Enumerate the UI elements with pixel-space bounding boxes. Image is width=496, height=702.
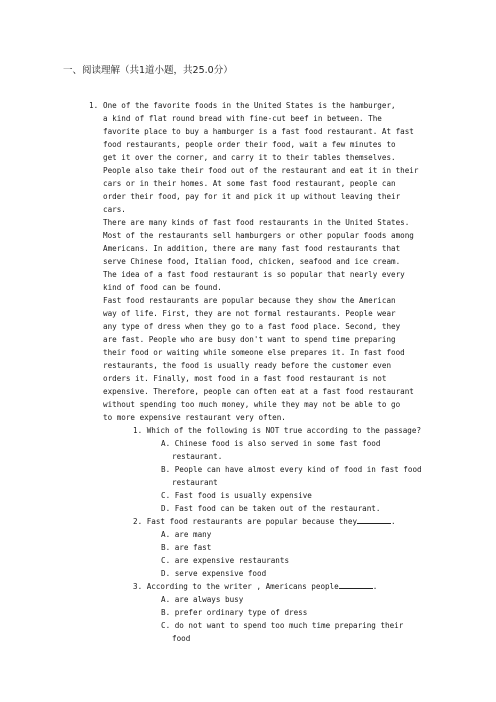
answer-option-c[interactable]: C. do not want to spend too much time preparing their food <box>161 621 404 643</box>
passage-line: get it over the corner, and carry it to their tables themselves. <box>103 153 396 162</box>
passage-line: way of life. First, they are not formal restaurants. People wear <box>103 309 396 318</box>
answer-option-b[interactable]: B. People can have almost every kind of food in fast food restaurant <box>161 465 422 487</box>
answer-option-a[interactable]: A. are many <box>161 530 212 539</box>
answer-option-d[interactable]: D. Fast food can be taken out of the restaurant. <box>161 504 381 513</box>
passage-line: food restaurants, people order their food, wait a few minutes to <box>103 140 396 149</box>
subquestion-stem: 1. Which of the following is NOT true according to the passage? <box>133 426 422 435</box>
answer-option-c[interactable]: C. are expensive restaurants <box>161 556 290 565</box>
passage <box>89 99 425 645</box>
passage-line: kind of food can be found. <box>103 283 222 292</box>
passage-line: a kind of flat round bread with fine-cut beef in between. The <box>103 114 382 123</box>
passage-line: The idea of a fast food restaurant is so popular that nearly every <box>103 270 405 279</box>
passage-line: without spending too much money, while they may not be able to go <box>103 400 401 409</box>
passage-line: order their food, pay for it and pick it up without leaving their <box>103 192 401 201</box>
passage-paragraph-3 <box>103 294 425 424</box>
passage-paragraph-2 <box>103 216 425 294</box>
passage-line: One of the favorite foods in the United States is the hamburger, <box>103 101 396 110</box>
passage-line: There are many kinds of fast food restaurants in the United States. <box>103 218 410 227</box>
passage-paragraph-1 <box>103 99 425 216</box>
subquestion-stem: 3. According to the writer , Americans people <box>133 582 339 591</box>
question-number: 1. <box>89 101 99 110</box>
reading-question <box>89 99 425 645</box>
passage-line: serve Chinese food, Italian food, chicken, seafood and ice cream. <box>103 257 401 266</box>
passage-line: cars. <box>103 205 126 214</box>
subquestion-stem-row: 2. Fast food restaurants are popular because they . <box>133 517 396 526</box>
passage-line: People also take their food out of the restaurant and eat it in their <box>103 166 419 175</box>
passage-line: expensive. Therefore, people can often eat at a fast food restaurant <box>103 387 414 396</box>
subquestion-2 <box>103 515 425 580</box>
answer-blank[interactable] <box>357 515 391 524</box>
passage-line: Most of the restaurants sell hamburgers or other popular foods among <box>103 231 414 240</box>
passage-line: their food or waiting while someone else prepares it. In fast food <box>103 348 405 357</box>
passage-line: any type of dress when they go to a fast food place. Second, they <box>103 322 401 331</box>
subquestion-3 <box>103 580 425 645</box>
answer-blank[interactable] <box>339 580 373 589</box>
answer-option-b[interactable]: B. prefer ordinary type of dress <box>161 608 308 617</box>
answer-option-a[interactable]: A. Chinese food is also served in some fast food restaurant. <box>161 439 381 461</box>
passage-line: restaurants, the food is usually ready before the customer even <box>103 361 392 370</box>
subquestion-1 <box>103 424 425 515</box>
answer-option-a[interactable]: A. are always busy <box>161 595 244 604</box>
answer-option-b[interactable]: B. are fast <box>161 543 212 552</box>
answer-option-d[interactable]: D. serve expensive food <box>161 569 267 578</box>
passage-line: are fast. People who are busy don't want to spend time preparing <box>103 335 396 344</box>
passage-line: Americans. In addition, there are many fast food restaurants that <box>103 244 401 253</box>
passage-line: Fast food restaurants are popular because they show the American <box>103 296 396 305</box>
subquestion-stem: 2. Fast food restaurants are popular because they <box>133 517 358 526</box>
answer-option-c[interactable]: C. Fast food is usually expensive <box>161 491 312 500</box>
passage-line: to more expensive restaurant very often. <box>103 413 286 422</box>
subquestion-stem-row: 3. According to the writer , Americans people . <box>133 582 378 591</box>
section-header: 一、阅读理解（共1道小题，共25.0分） <box>63 65 233 76</box>
passage-line: orders it. Finally, most food in a fast food restaurant is not <box>103 374 387 383</box>
passage-line: cars or in their homes. At some fast food restaurant, people can <box>103 179 396 188</box>
passage-line: favorite place to buy a hamburger is a fast food restaurant. At fast <box>103 127 414 136</box>
